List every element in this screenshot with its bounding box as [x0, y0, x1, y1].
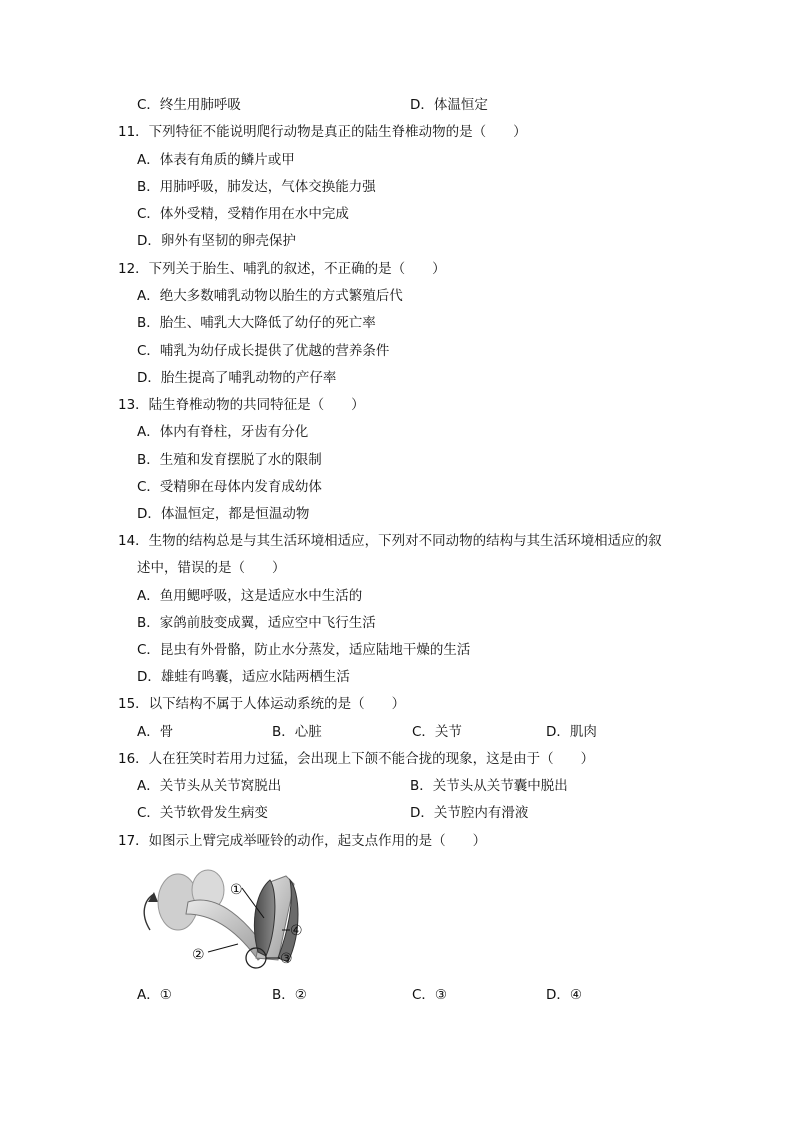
label-1: ①	[230, 882, 243, 898]
q15-option-a: A．骨	[137, 724, 174, 740]
q14-option-d: D．雄蛙有鸣囊，适应水陆两栖生活	[137, 669, 350, 685]
q10-option-c: C．终生用肺呼吸	[137, 97, 241, 113]
q13-option-b: B．生殖和发育摆脱了水的限制	[137, 452, 322, 468]
label-4: ④	[290, 923, 303, 939]
arm-dumbbell-diagram	[138, 862, 318, 974]
q15-option-b: B．心脏	[272, 724, 322, 740]
q11-option-d: D．卵外有坚韧的卵壳保护	[137, 233, 296, 249]
q11-option-a: A．体表有角质的鳞片或甲	[137, 152, 295, 168]
q11-stem: 11．下列特征不能说明爬行动物是真正的陆生脊椎动物的是（ ）	[118, 124, 527, 140]
q12-option-c: C．哺乳为幼仔成长提供了优越的营养条件	[137, 343, 390, 359]
q15-option-c: C．关节	[412, 724, 462, 740]
q17-option-b: B．②	[272, 987, 307, 1003]
q14-stem-line1: 14．生物的结构总是与其生活环境相适应，下列对不同动物的结构与其生活环境相适应的叙	[118, 533, 662, 549]
label-2: ②	[192, 947, 205, 963]
q17-option-a: A．①	[137, 987, 172, 1003]
q13-option-a: A．体内有脊柱，牙齿有分化	[137, 424, 309, 440]
q17-option-d: D．④	[546, 987, 582, 1003]
q14-stem-line2: 述中，错误的是（ ）	[137, 560, 286, 576]
q13-option-c: C．受精卵在母体内发育成幼体	[137, 479, 322, 495]
q13-stem: 13．陆生脊椎动物的共同特征是（ ）	[118, 397, 365, 413]
q16-option-a: A．关节头从关节窝脱出	[137, 778, 282, 794]
q12-option-a: A．绝大多数哺乳动物以胎生的方式繁殖后代	[137, 288, 403, 304]
q16-stem: 16．人在狂笑时若用力过猛，会出现上下颌不能合拢的现象，这是由于（ ）	[118, 751, 595, 767]
q14-option-a: A．鱼用鳃呼吸，这是适应水中生活的	[137, 588, 363, 604]
q11-option-c: C．体外受精，受精作用在水中完成	[137, 206, 349, 222]
q17-stem: 17．如图示上臂完成举哑铃的动作，起支点作用的是（ ）	[118, 833, 487, 849]
q16-option-d: D．关节腔内有滑液	[410, 805, 529, 821]
q14-option-c: C．昆虫有外骨骼，防止水分蒸发，适应陆地干燥的生活	[137, 642, 471, 658]
q16-option-b: B．关节头从关节囊中脱出	[410, 778, 568, 794]
q16-option-c: C．关节软骨发生病变	[137, 805, 268, 821]
leader-line-2	[208, 944, 238, 952]
q12-option-d: D．胎生提高了哺乳动物的产仔率	[137, 370, 337, 386]
q12-option-b: B．胎生、哺乳大大降低了幼仔的死亡率	[137, 315, 376, 331]
q14-option-b: B．家鸽前肢变成翼，适应空中飞行生活	[137, 615, 376, 631]
label-3: ③	[280, 951, 293, 967]
q15-option-d: D．肌肉	[546, 724, 597, 740]
q15-stem: 15．以下结构不属于人体运动系统的是（ ）	[118, 696, 406, 712]
q11-option-b: B．用肺呼吸，肺发达，气体交换能力强	[137, 179, 376, 195]
q10-option-d: D．体温恒定	[410, 97, 488, 113]
q17-option-c: C．③	[412, 987, 448, 1003]
q13-option-d: D．体温恒定，都是恒温动物	[137, 506, 310, 522]
q12-stem: 12．下列关于胎生、哺乳的叙述，不正确的是（ ）	[118, 261, 446, 277]
